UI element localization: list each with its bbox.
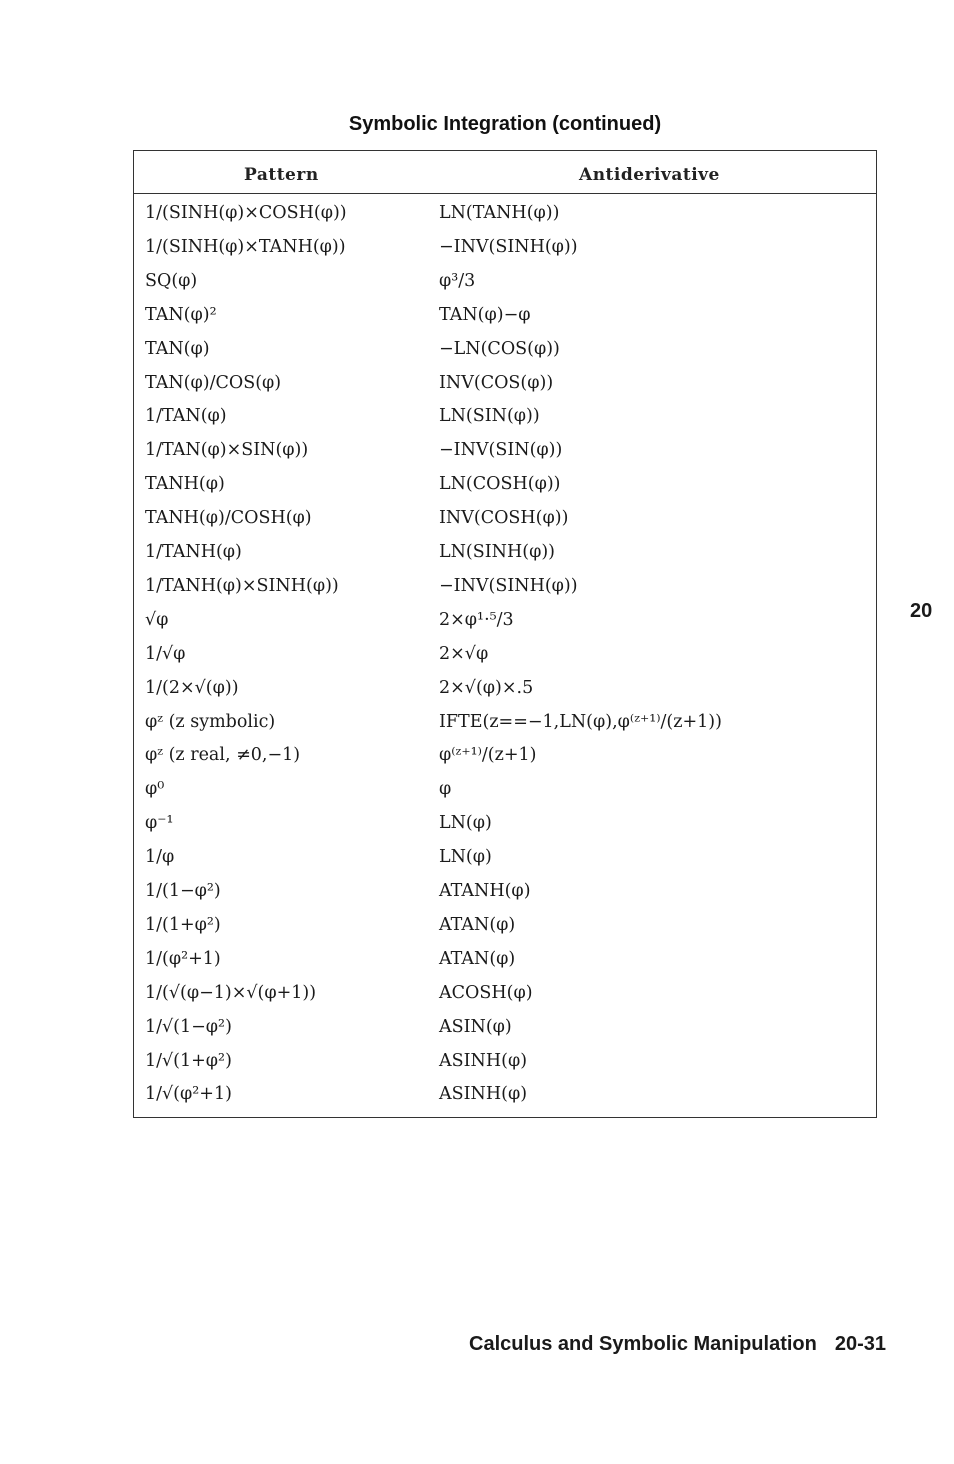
table-row (134, 881, 876, 915)
antiderivative-cell: 2×√(φ)×.5 (439, 677, 534, 698)
table-row (134, 237, 876, 271)
table-row (134, 949, 876, 983)
table-row (134, 474, 876, 508)
table-row (134, 542, 876, 576)
pattern-cell: 1/(SINH(φ)×COSH(φ)) (145, 203, 347, 223)
table-row (134, 373, 876, 407)
pattern-cell: 1/√(1+φ²) (145, 1050, 232, 1071)
antiderivative-column-header: Antiderivative (579, 165, 720, 185)
pattern-cell: TANH(φ)/COSH(φ) (145, 508, 312, 529)
pattern-cell: 1/TANH(φ)×SINH(φ)) (145, 575, 339, 596)
pattern-cell: φ⁰ (145, 779, 165, 800)
antiderivative-cell: LN(φ) (439, 847, 492, 868)
antiderivative-cell: LN(COSH(φ)) (439, 474, 561, 495)
antiderivative-cell: ASINH(φ) (439, 1084, 528, 1105)
table-row (134, 712, 876, 746)
antiderivative-cell: LN(TANH(φ)) (439, 203, 560, 223)
antiderivative-cell: −INV(SINH(φ)) (439, 575, 578, 596)
table-row (134, 576, 876, 610)
pattern-cell: 1/(2×√(φ)) (145, 677, 239, 698)
footer-page-number: 20-31 (834, 1333, 886, 1355)
antiderivative-cell: INV(COSH(φ)) (439, 508, 569, 529)
antiderivative-cell: INV(COS(φ)) (439, 372, 554, 393)
antiderivative-cell: ATAN(φ) (439, 914, 516, 935)
antiderivative-cell: LN(SINH(φ)) (439, 542, 555, 562)
pattern-cell: φᶻ (z real, ≠0,−1) (145, 745, 301, 766)
antiderivative-cell: ASIN(φ) (439, 1016, 512, 1037)
table-row (134, 983, 876, 1017)
table-row (134, 1084, 876, 1118)
footer-section-title: Calculus and Symbolic Manipulation (469, 1333, 817, 1355)
pattern-cell: 1/√(φ²+1) (145, 1084, 232, 1105)
pattern-cell: SQ(φ) (145, 270, 198, 291)
antiderivative-cell: ACOSH(φ) (439, 982, 533, 1003)
table-row (134, 1051, 876, 1085)
page-title: Symbolic Integration (continued) (348, 113, 662, 135)
table-row (134, 847, 876, 881)
antiderivative-cell: −INV(SIN(φ)) (439, 440, 563, 461)
antiderivative-cell: φ³/3 (439, 270, 476, 291)
table-row (134, 508, 876, 542)
pattern-cell: 1/(SINH(φ)×TANH(φ)) (145, 236, 346, 257)
table-row (134, 406, 876, 440)
pattern-cell: TAN(φ)/COS(φ) (145, 372, 282, 393)
table-row (134, 305, 876, 339)
pattern-cell: 1/(√(φ−1)×√(φ+1)) (145, 982, 317, 1003)
antiderivative-cell: ASINH(φ) (439, 1050, 528, 1071)
table-row (134, 203, 876, 237)
antiderivative-cell: ATAN(φ) (439, 948, 516, 969)
pattern-cell: 1/(φ²+1) (145, 948, 221, 969)
antiderivative-cell: −LN(COS(φ)) (439, 338, 560, 359)
antiderivative-cell: −INV(SINH(φ)) (439, 236, 578, 257)
table-row (134, 271, 876, 305)
pattern-cell: TAN(φ)² (145, 304, 217, 325)
pattern-cell: 1/(1−φ²) (145, 881, 221, 901)
table-header (134, 151, 876, 194)
antiderivative-cell: φ⁽ᶻ⁺¹⁾/(z+1) (439, 745, 537, 766)
pattern-cell: TAN(φ) (145, 338, 210, 359)
integration-table (133, 150, 877, 1118)
table-row (134, 440, 876, 474)
antiderivative-cell: 2×φ¹·⁵/3 (439, 609, 514, 630)
antiderivative-cell: 2×√φ (439, 643, 489, 664)
table-row (134, 678, 876, 712)
pattern-cell: 1/TAN(φ) (145, 406, 227, 427)
pattern-column-header: Pattern (244, 165, 319, 185)
table-row (134, 1017, 876, 1051)
table-row (134, 610, 876, 644)
antiderivative-cell: φ (439, 779, 452, 800)
pattern-cell: 1/TANH(φ) (145, 542, 242, 562)
antiderivative-cell: LN(φ) (439, 813, 492, 834)
table-row (134, 779, 876, 813)
table-row (134, 813, 876, 847)
pattern-cell: √φ (145, 609, 169, 630)
page-footer (469, 1333, 886, 1356)
pattern-cell: 1/√φ (145, 643, 186, 664)
pattern-cell: 1/√(1−φ²) (145, 1016, 232, 1037)
antiderivative-cell: ATANH(φ) (439, 881, 531, 901)
pattern-cell: 1/TAN(φ)×SIN(φ)) (145, 440, 309, 461)
pattern-cell: 1/φ (145, 847, 175, 868)
pattern-cell: φᶻ (z symbolic) (145, 711, 276, 732)
antiderivative-cell: LN(SIN(φ)) (439, 406, 540, 427)
antiderivative-cell: TAN(φ)−φ (439, 304, 531, 325)
chapter-tab: 20 (910, 600, 933, 622)
pattern-cell: φ⁻¹ (145, 813, 174, 834)
table-row (134, 915, 876, 949)
pattern-cell: 1/(1+φ²) (145, 914, 221, 935)
pattern-cell: TANH(φ) (145, 474, 225, 495)
table-row (134, 745, 876, 779)
table-row (134, 339, 876, 373)
table-row (134, 644, 876, 678)
antiderivative-cell: IFTE(z==−1,LN(φ),φ⁽ᶻ⁺¹⁾/(z+1)) (439, 711, 722, 732)
